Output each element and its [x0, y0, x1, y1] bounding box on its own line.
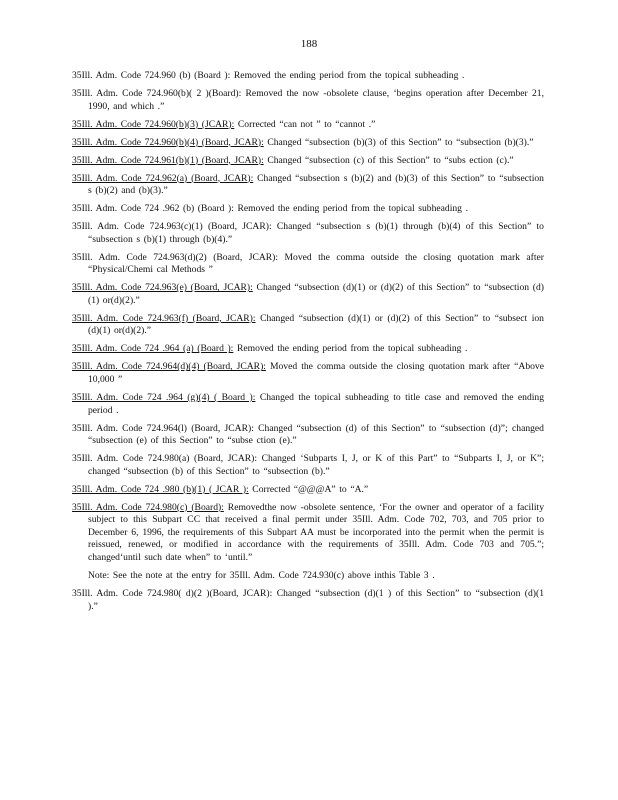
entry-reference: 35Ill. Adm. Code 724.964(d)(4) (Board, JCAR):	[72, 361, 266, 373]
entry-reference: 35Ill. Adm. Code 724.963(e) (Board, JCAR):	[72, 282, 253, 294]
table-entry	[72, 502, 544, 565]
entry-reference: 35Ill. Adm. Code 724.960(b)( 2 )(Board):	[72, 87, 242, 99]
entry-reference: 35Ill. Adm. Code 724 .962 (b) (Board ):	[72, 203, 234, 215]
entry-text: Note: See the note at the entry for 35Ill. Adm. Code 724.930(c) above inthis Table 3 .	[88, 570, 435, 582]
entry-text: Changed “subsection s (b)(1) through (b)(4) of this Section” to “subsection s (b)(1) through (b)(4).”	[88, 221, 544, 245]
table-entry	[72, 155, 544, 168]
table-entry	[72, 588, 544, 613]
entry-reference: 35Ill. Adm. Code 724.964(l) (Board, JCAR):	[72, 422, 254, 434]
entry-text: Changed “subsection (d)(1) or (d)(2) of this Section” to “subsect ion (d)(1) or(d)(2).”	[88, 312, 544, 337]
entry-reference: 35Ill. Adm. Code 724.980( d)(2 )(Board, JCAR):	[72, 588, 273, 600]
table-entry	[72, 252, 544, 277]
entry-text: Removed the ending period from the topical subheading .	[237, 203, 468, 215]
entry-text: Corrected “@@@A” to “A.”	[252, 483, 369, 495]
table-entry	[72, 423, 544, 448]
table-entry	[72, 203, 544, 216]
entry-text: Changed “subsection (c) of this Section” to “subs ection (c).”	[267, 154, 514, 166]
table-entry	[72, 313, 544, 338]
entry-reference: 35Ill. Adm. Code 724 .964 (a) (Board ):	[72, 343, 234, 355]
entry-text: Removed the now -obsolete clause, ‘begins operation after December 21, 1990, and which .”	[88, 87, 544, 112]
entry-text: Moved the comma outside the closing quotation mark after “Above 10,000 ”	[88, 361, 544, 385]
entry-reference: 35Ill. Adm. Code 724 .964 (g)(4) ( Board ):	[72, 391, 256, 403]
entry-reference: 35Ill. Adm. Code 724.960(b)(3) (JCAR):	[72, 118, 235, 130]
table-entry	[72, 453, 544, 478]
entry-reference: 35Ill. Adm. Code 724.963(f) (Board, JCAR):	[72, 312, 256, 324]
table-entry	[72, 137, 544, 150]
entry-reference: 35Ill. Adm. Code 724 .980 (b)(1) ( JCAR ):	[72, 483, 249, 495]
entry-reference: 35Ill. Adm. Code 724.963(d)(2) (Board, JCAR):	[72, 251, 279, 263]
entry-reference: 35Ill. Adm. Code 724.962(a) (Board, JCAR):	[72, 172, 254, 184]
entry-text: Corrected “can not ” to “cannot .”	[237, 118, 376, 130]
entry-text: Removed the ending period from the topical subheading .	[236, 343, 468, 355]
entry-reference: 35Ill. Adm. Code 724.960 (b) (Board ):	[72, 70, 231, 81]
entry-text: Removed the ending period from the topical subheading .	[233, 70, 465, 81]
entry-text: Changed the topical subheading to title case and removed the ending period .	[88, 391, 544, 416]
entry-text: Removedthe now -obsolete sentence, ‘For the owner and operator of a facility subject to this Subpart CC that received a final permit under 35Ill. Adm. Code 702, 703, and 705 prior to December 6, 1996, the requirements of this Subpart AA must be incorporated into the permit when the permit is reissued, renewed, or modified in accordance with the requirements of 35Ill. Adm. Code 703 and 705.”; changed‘until such date when” to ‘until.”	[88, 501, 545, 564]
table-entry	[72, 282, 544, 307]
table-entry	[72, 484, 544, 497]
table-entry	[72, 119, 544, 132]
entry-reference: 35Ill. Adm. Code 724.960(b)(4) (Board, JCAR):	[72, 136, 264, 148]
table-entry	[72, 221, 544, 246]
table-entries	[72, 70, 544, 619]
table-entry	[72, 361, 544, 386]
entry-text: Changed ‘Subparts I, J, or K of this Part” to “Subparts I, J, or K”; changed “subsection (b) of this Section” to “subsection (b).”	[88, 453, 544, 477]
table-note	[72, 570, 544, 583]
table-entry	[72, 392, 544, 417]
page-number: 188	[300, 38, 318, 50]
entry-text: Changed “subsection (d) of this Section” to “subsection (d)”; changed “subsection (e) of this Section” to “subse ction (e).”	[88, 422, 544, 447]
table-entry	[72, 70, 544, 83]
entry-text: Moved the comma outside the closing quotation mark after “Physical/Chemi cal Methods ”	[88, 251, 544, 276]
entry-text: Changed “subsection (b)(3) of this Section” to “subsection (b)(3).”	[267, 136, 534, 148]
entry-text: Changed “subsection (d)(1 ) of this Section” to “subsection (d)(1 ).”	[88, 588, 544, 612]
entry-reference: 35Ill. Adm. Code 724.980(a) (Board, JCAR):	[72, 453, 258, 465]
table-entry	[72, 88, 544, 113]
entry-text: Changed “subsection (d)(1) or (d)(2) of this Section” to “subsection (d)(1) or(d)(2).”	[88, 282, 544, 306]
entry-reference: 35Ill. Adm. Code 724.980(c) (Board):	[72, 501, 224, 513]
entry-reference: 35Ill. Adm. Code 724.961(b)(1) (Board, JCAR):	[72, 154, 264, 166]
table-entry	[72, 173, 544, 198]
table-entry	[72, 343, 544, 356]
entry-text: Changed “subsection s (b)(2) and (b)(3) of this Section” to “subsection s (b)(2) and (b)(3).”	[88, 172, 544, 197]
entry-reference: 35Ill. Adm. Code 724.963(c)(1) (Board, JCAR):	[72, 221, 272, 233]
